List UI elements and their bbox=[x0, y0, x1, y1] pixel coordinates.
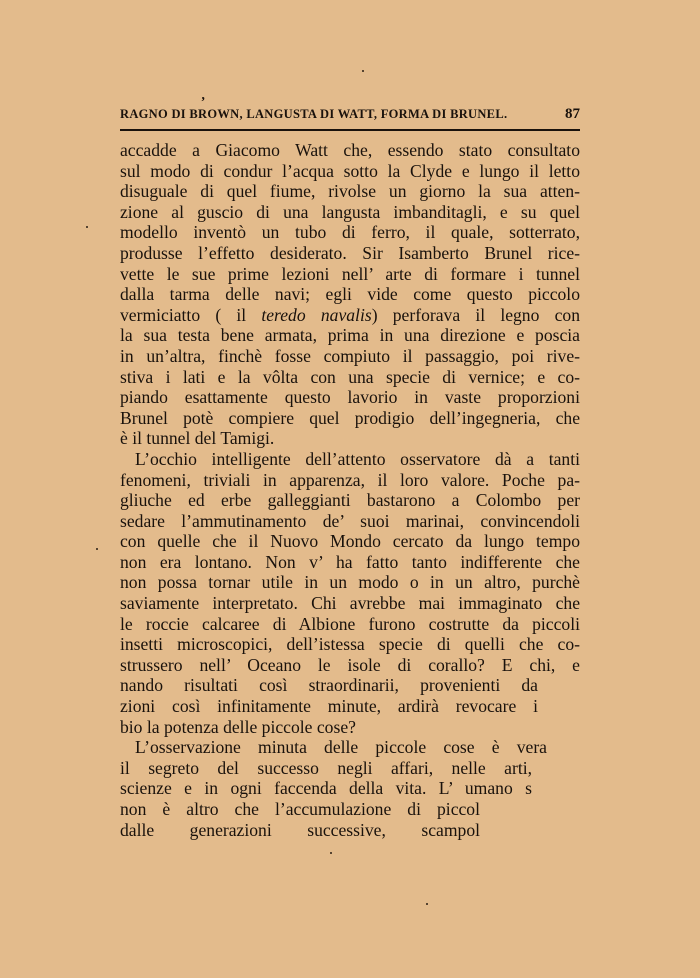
text-line: strussero nell’ Oceano le isole di corallo? E chi, e bbox=[120, 654, 580, 675]
text-line-truncated: il segreto del successo negli affari, nelle arti, bbox=[120, 757, 532, 778]
print-speck bbox=[96, 548, 98, 550]
text-line: saviamente interpretato. Chi avrebbe mai immaginato che bbox=[120, 593, 580, 614]
text-line-with-italic bbox=[120, 305, 580, 326]
print-speck bbox=[426, 903, 428, 905]
page-number: 87 bbox=[565, 106, 580, 122]
print-speck bbox=[86, 226, 88, 228]
running-head: RAGNO DI BROWN, LANGUSTA DI WATT, FORMA DI BRUNEL. bbox=[120, 107, 508, 121]
text-line: piando esattamente questo lavorio in vaste proporzioni bbox=[120, 387, 580, 408]
text-line-truncated: zioni così infinitamente minute, ardirà revocare i bbox=[120, 696, 538, 717]
text-span: ) perforava il legno con bbox=[371, 304, 581, 325]
text-line: la sua testa bene armata, prima in una direzione e poscia bbox=[120, 325, 580, 346]
text-line: stiva i lati e la vôlta con una specie di vernice; e co- bbox=[120, 366, 580, 387]
text-line: sedare l’ammutinamento de’ suoi marinai, convincendoli bbox=[120, 510, 580, 531]
text-line: Brunel potè compiere quel prodigio dell’ingegneria, che bbox=[120, 407, 580, 428]
print-speck bbox=[330, 852, 332, 854]
text-line: non possa tornar utile in un modo o in un altro, purchè bbox=[120, 572, 580, 593]
text-line: insetti microscopici, dell’istessa specie di quelli che co- bbox=[120, 634, 580, 655]
header-rule bbox=[120, 129, 580, 131]
text-line: disuguale di quel fiume, rivolse un giorno la sua atten- bbox=[120, 181, 580, 202]
text-span: vermiciatto ( il bbox=[120, 304, 262, 325]
italic-term: teredo navalis bbox=[261, 304, 372, 325]
text-line-truncated: scienze e in ogni faccenda della vita. L’ umano s bbox=[120, 778, 532, 799]
body-text bbox=[120, 140, 580, 840]
text-line: modello inventò un tubo di ferro, il quale, sotterrato, bbox=[120, 222, 580, 243]
text-line: è il tunnel del Tamigi. bbox=[120, 428, 275, 449]
text-line: accadde a Giacomo Watt che, essendo stato consultato bbox=[120, 140, 580, 160]
text-line: zione al guscio di una langusta imbanditagli, e su quel bbox=[120, 201, 580, 222]
text-line-truncated: dalle generazioni successive, scampol bbox=[120, 819, 480, 840]
paragraph-first-line: L’occhio intelligente dell’attento osservatore dà a tanti bbox=[135, 448, 580, 469]
page-header bbox=[120, 106, 580, 123]
stray-mark: , bbox=[202, 88, 206, 103]
text-line-truncated: non è altro che l’accumulazione di piccol bbox=[120, 799, 480, 819]
text-line: gliuche ed erbe galleggianti bastarono a Colombo per bbox=[120, 490, 580, 511]
text-line: bio la potenza delle piccole cose? bbox=[120, 716, 356, 737]
text-line: vette le sue prime lezioni nell’ arte di formare i tunnel bbox=[120, 263, 580, 284]
paragraph-first-line: L’osservazione minuta delle piccole cose è vera bbox=[135, 737, 547, 758]
text-line: produsse l’effetto desiderato. Sir Isamberto Brunel rice- bbox=[120, 242, 580, 263]
text-line: sul modo di condur l’acqua sotto la Clyde e lungo il letto bbox=[120, 160, 580, 181]
text-line: le roccie calcaree di Albione furono costrutte da piccoli bbox=[120, 613, 580, 634]
text-line: dalla tarma delle navi; egli vide come questo piccolo bbox=[120, 284, 580, 305]
text-line: non era lontano. Non v’ ha fatto tanto indifferente che bbox=[120, 551, 580, 572]
print-speck bbox=[362, 70, 364, 72]
text-line-truncated: nando risultati così straordinarii, provenienti da bbox=[120, 675, 538, 696]
text-line: con quelle che il Nuovo Mondo cercato da lungo tempo bbox=[120, 531, 580, 552]
text-line: in un’altra, finchè fosse compiuto il passaggio, poi rive- bbox=[120, 345, 580, 366]
text-line: fenomeni, triviali in apparenza, il loro valore. Poche pa- bbox=[120, 469, 580, 490]
